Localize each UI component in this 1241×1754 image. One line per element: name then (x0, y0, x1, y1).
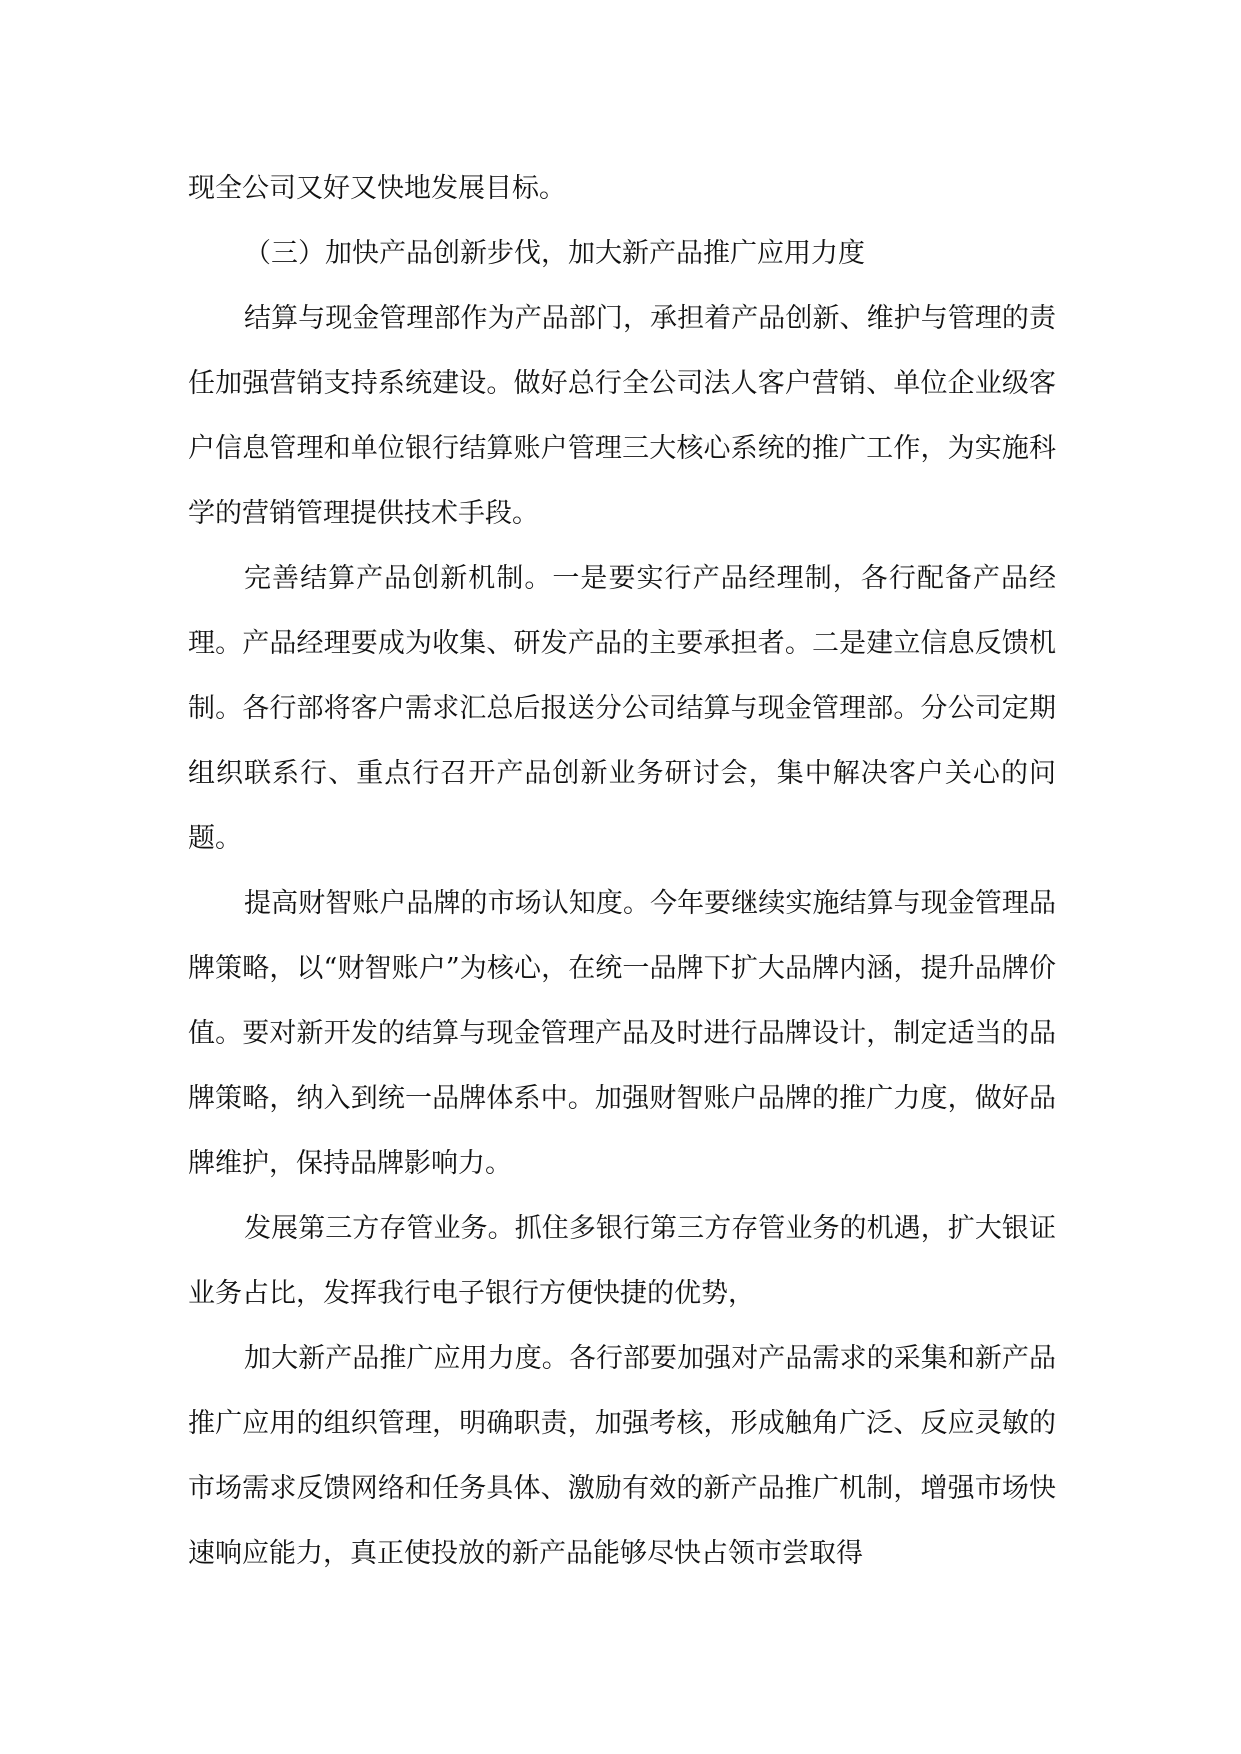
paragraph: 发展第三方存管业务。抓住多银行第三方存管业务的机遇，扩大银证业务占比，发挥我行电子银行方便快捷的优势， (188, 1213, 1056, 1309)
section-heading: （三）加快产品创新步伐，加大新产品推广应用力度 (244, 238, 865, 269)
paragraph: 加大新产品推广应用力度。各行部要加强对产品需求的采集和新产品推广应用的组织管理，明确职责，加强考核，形成触角广泛、反应灵敏的市场需求反馈网络和任务具体、激励有效的新产品推广机制，增强市场快速响应能力，真正使投放的新产品能够尽快占领市尝取得 (188, 1343, 1056, 1569)
document-body (188, 156, 1056, 1586)
paragraph: 结算与现金管理部作为产品部门，承担着产品创新、维护与管理的责任加强营销支持系统建设。做好总行全公司法人客户营销、单位企业级客户信息管理和单位银行结算账户管理三大核心系统的推广工作，为实施科学的营销管理提供技术手段。 (188, 303, 1056, 529)
paragraph-continuation: 现全公司又好又快地发展目标。 (188, 173, 566, 204)
paragraph: 提高财智账户品牌的市场认知度。今年要继续实施结算与现金管理品牌策略，以“财智账户”为核心，在统一品牌下扩大品牌内涵，提升品牌价值。要对新开发的结算与现金管理产品及时进行品牌设计，制定适当的品牌策略，纳入到统一品牌体系中。加强财智账户品牌的推广力度，做好品牌维护，保持品牌影响力。 (188, 888, 1056, 1179)
paragraph: 完善结算产品创新机制。一是要实行产品经理制，各行配备产品经理。产品经理要成为收集、研发产品的主要承担者。二是建立信息反馈机制。各行部将客户需求汇总后报送分公司结算与现金管理部。分公司定期组织联系行、重点行召开产品创新业务研讨会，集中解决客户关心的问题。 (188, 563, 1056, 854)
